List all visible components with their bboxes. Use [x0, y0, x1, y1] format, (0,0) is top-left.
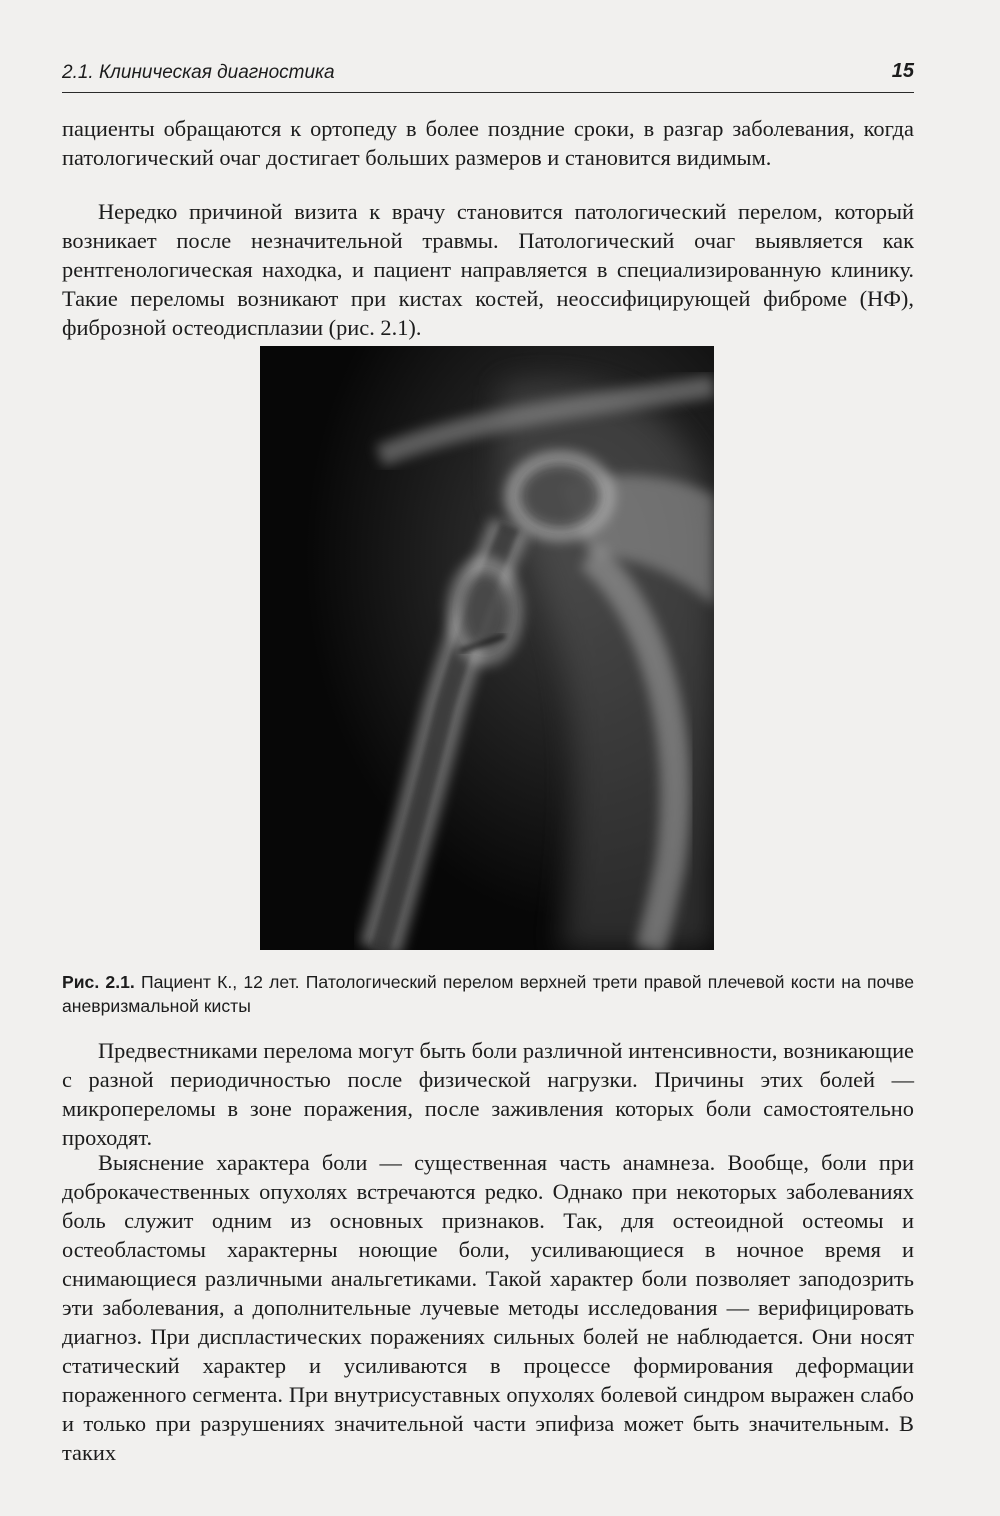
paragraph-1: пациенты обращаются к ортопеду в более поздние сроки, в разгар заболевания, когда патологический очаг достигает больших размеров и становится видимым.: [62, 116, 914, 170]
paragraph-4: Выяснение характера боли — существенная часть анамнеза. Вообще, боли при доброкачественных опухолях встречаются редко. Однако при некоторых заболеваниях боль служит одним из основных признаков. Так, для остеоидной остеомы и остеобластомы характерны ноющие боли, усиливающиеся в ночное время и снимающиеся различными анальгетиками. Такой характер боли позволяет заподозрить эти заболевания, а дополнительные лучевые методы исследования — верифицировать диагноз. При диспластических поражениях сильных болей не наблюдается. Они носят статический характер и усиливаются в процессе формирования деформации пораженного сегмента. При внутрисуставных опухолях болевой синдром выражен слабо и только при разрушениях значительной части эпифиза может быть значительным. В таких: [62, 1150, 914, 1465]
section-title: 2.1. Клиническая диагностика: [62, 62, 335, 83]
running-header: [62, 58, 914, 93]
shoulder-xray-illustration: [260, 346, 714, 950]
figure-caption: [62, 970, 914, 1018]
page-number: 15: [891, 60, 914, 82]
paragraph-2: Нередко причиной визита к врачу становится патологический перелом, который возникает после незначительной травмы. Патологический очаг выявляется как рентгенологическая находка, и пациент направляется в специализированную клинику. Такие переломы возникают при кистах костей, неоссифицирующей фиброме (НФ), фиброзной остеодисплазии (рис. 2.1).: [62, 199, 914, 340]
xray-image: [260, 346, 714, 950]
figure-label: Рис. 2.1.: [62, 972, 135, 992]
figure-caption-text: Пациент К., 12 лет. Патологический перелом верхней трети правой плечевой кости на почве аневризмальной кисты: [62, 972, 914, 1016]
paragraph-3: Предвестниками перелома могут быть боли различной интенсивности, возникающие с разной периодичностью после физической нагрузки. Причины этих болей — микропереломы в зоне поражения, после заживления которых боли самостоятельно проходят.: [62, 1038, 914, 1150]
